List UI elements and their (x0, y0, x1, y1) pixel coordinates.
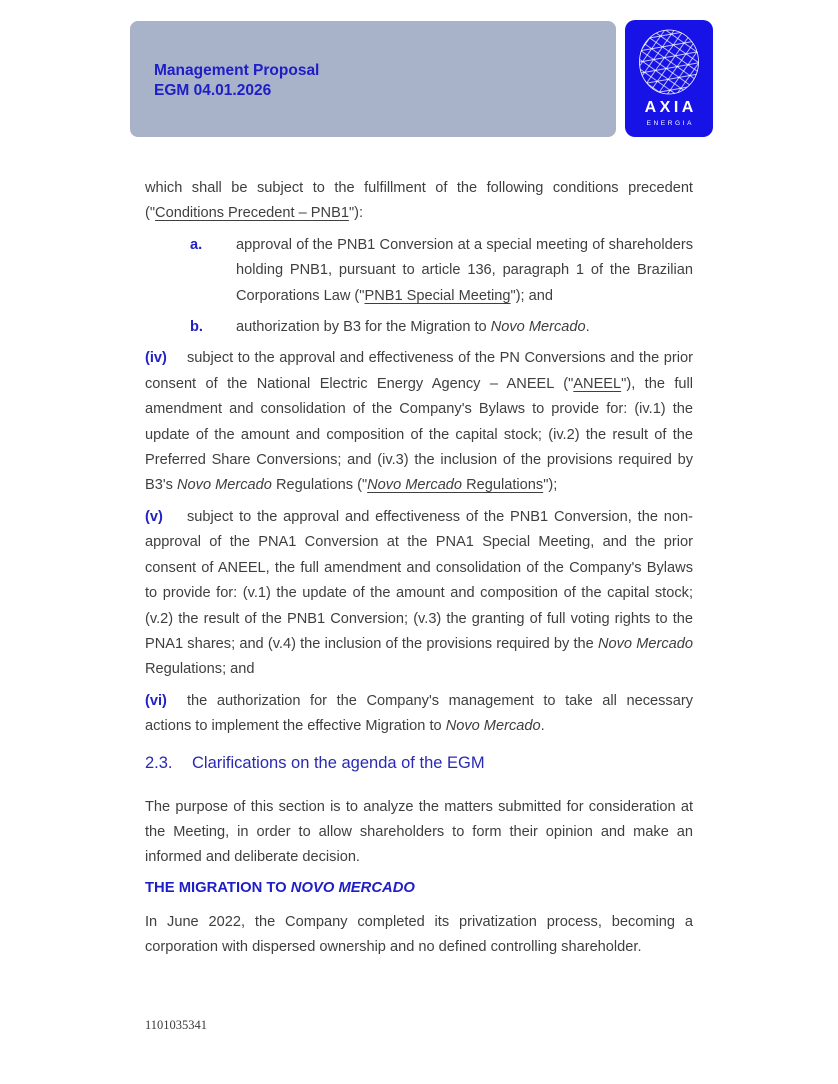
company-logo (625, 20, 713, 137)
list-marker-a: a. (190, 236, 203, 253)
header-banner (130, 21, 616, 137)
text-run: . (585, 319, 590, 336)
list-marker-b: b. (190, 319, 203, 336)
paragraph-vi (145, 689, 693, 740)
text-run: THE MIGRATION TO (145, 879, 291, 896)
paragraph-purpose (145, 795, 693, 871)
italic-term: Novo Mercado (490, 319, 586, 336)
text-run: which shall be subject to the fulfillment of the following conditions precedent (" (145, 180, 693, 222)
text-run: "); (543, 477, 558, 494)
section-number: 2.3. (145, 753, 173, 772)
paragraph-v (145, 505, 693, 683)
document-number: 1101035341 (145, 1018, 208, 1032)
text-run: In June 2022, the Company completed its privatization process, becoming a corporation with dispersed ownership and no defined controlling shareholder. (145, 913, 693, 956)
text-run: subject to the approval and effectiveness of the PN Conversions and the prior consent of the National Electric Energy Agency – ANEEL (" (145, 350, 693, 392)
section-heading-2-3 (145, 753, 693, 774)
text-run: the authorization for the Company's management to take all necessary actions to implement the effective Migration to (145, 692, 693, 735)
underlined-term: PNB1 Special Meeting (364, 287, 511, 304)
underlined-term: ANEEL (573, 375, 622, 392)
paragraph-label-vi: (vi) (145, 692, 167, 709)
list-item-a (145, 233, 693, 309)
title-line-1: Management Proposal (154, 62, 320, 79)
underlined-term: Regulations (462, 477, 544, 494)
italic-term: Novo Mercado (177, 477, 272, 494)
logo-subbrand-text: ENERGIA (646, 120, 695, 127)
section-title: Clarifications on the agenda of the EGM (192, 753, 485, 772)
underlined-term: Conditions Precedent – PNB1 (155, 205, 349, 222)
text-run: "), the full amendment and consolidation of the Company's Bylaws to provide for: (iv.1) the update of the amount and composition of the capital stock; (iv.2) the result of the Preferred Share Conversions; and (iv.3) the inclusion of the provisions required by B3's (145, 375, 693, 494)
text-run: Regulations; and (145, 661, 255, 678)
text-run: approval of the PNB1 Conversion at a special meeting of shareholders holding PNB1, pursuant to article 136, paragraph 1 of the Brazilian Corporations Law (" (236, 236, 693, 304)
italic-term: Novo Mercado (597, 635, 693, 652)
text-run: authorization by B3 for the Migration to (236, 319, 491, 336)
list-item-b (145, 315, 693, 340)
paragraph-label-v: (v) (145, 508, 163, 525)
text-run: . (540, 718, 545, 735)
text-run: "); and (510, 287, 554, 304)
document-footer (145, 1018, 207, 1033)
paragraph-conditions-precedent (145, 176, 693, 227)
paragraph-iv (145, 346, 693, 498)
document-body (145, 176, 693, 967)
subsection-heading-migration (145, 878, 693, 898)
logo-brand-text: AXIA (644, 99, 697, 116)
paragraph-june-2022 (145, 910, 693, 961)
italic-term: NOVO MERCADO (290, 879, 415, 896)
text-run: The purpose of this section is to analyze the matters submitted for consideration at the Meeting, in order to allow shareholders to form their opinion and make an informed and deliberate decision. (145, 798, 693, 866)
document-title (154, 61, 319, 101)
paragraph-label-iv: (iv) (145, 350, 167, 367)
geodesic-sphere-icon (637, 29, 701, 97)
italic-term: Novo Mercado (445, 718, 541, 735)
underlined-italic-term: Novo Mercado (367, 477, 463, 494)
text-run: subject to the approval and effectiveness of the PNB1 Conversion, the non-approval of the PNA1 Conversion at the PNA1 Special Meeting, and the prior consent of ANEEL, the full amendment and consolidation of the Company's Bylaws to provide for: (v.1) the update of the amount and composition of the capital stock; (v.2) the result of the PNB1 Conversion; (v.3) the granting of full voting rights to the PNA1 shares; and (v.4) the inclusion of the provisions required by the (145, 508, 693, 652)
title-line-2: EGM 04.01.2026 (154, 82, 272, 99)
text-run: Regulations (" (271, 477, 368, 494)
text-run: "): (348, 205, 364, 222)
